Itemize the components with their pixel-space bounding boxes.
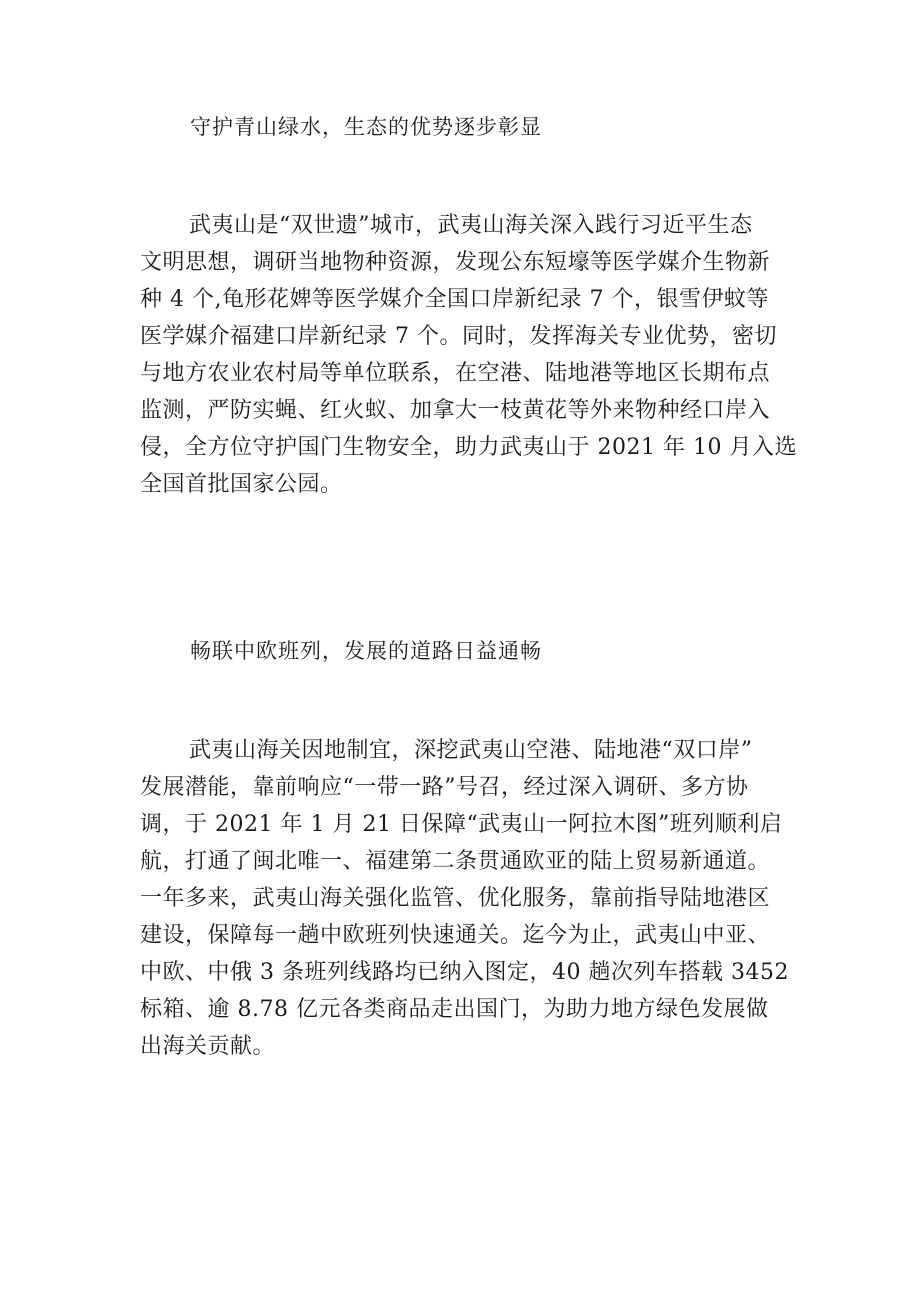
section-heading-ecology: 守护青山绿水，生态的优势逐步彰显 — [190, 115, 542, 139]
paragraph-line: 发展潜能，靠前响应“一带一路”号召，经过深入调研、多方协 — [140, 775, 749, 800]
paragraph-line: 一年多来，武夷山海关强化监管、优化服务，靠前指导陆地港区 — [140, 886, 771, 911]
paragraph-line: 武夷山海关因地制宜，深挖武夷山空港、陆地港“双口岸” — [189, 738, 753, 763]
paragraph-line: 文明思想，调研当地物种资源，发现公东短壕等医学媒介生物新 — [140, 250, 771, 275]
paragraph-line: 出海关贡献。 — [140, 1034, 276, 1059]
paragraph-line: 中欧、中俄 3 条班列线路均已纳入图定，40 趟次列车搭载 3452 — [140, 960, 789, 985]
paragraph-line: 航，打通了闽北唯一、福建第二条贯通欧亚的陆上贸易新通道。 — [140, 849, 771, 874]
paragraph-line: 全国首批国家公园。 — [140, 472, 343, 497]
paragraph-line: 种 4 个,龟形花婢等医学媒介全国口岸新纪录 7 个，银雪伊蚊等 — [140, 287, 769, 312]
paragraph-line: 标箱、逾 8.78 亿元各类商品走出国门，为助力地方绿色发展做 — [140, 997, 769, 1022]
paragraph-line: 侵，全方位守护国门生物安全，助力武夷山于 2021 年 10 月入选 — [140, 435, 797, 460]
paragraph-line: 调，于 2021 年 1 月 21 日保障“武夷山一阿拉木图”班列顺利启 — [140, 812, 783, 837]
paragraph-railway — [140, 732, 800, 1065]
section-heading-railway: 畅联中欧班列，发展的道路日益通畅 — [190, 639, 542, 663]
paragraph-line: 武夷山是“双世遗”城市，武夷山海关深入践行习近平生态 — [189, 213, 753, 238]
paragraph-ecology — [140, 207, 800, 503]
paragraph-line: 与地方农业农村局等单位联系，在空港、陆地港等地区长期布点 — [140, 361, 771, 386]
paragraph-line: 监测，严防实蝇、红火蚁、加拿大一枝黄花等外来物种经口岸入 — [140, 398, 771, 423]
paragraph-line: 建设，保障每一趟中欧班列快速通关。迄今为止，武夷山中亚、 — [140, 923, 771, 948]
paragraph-line: 医学媒介福建口岸新纪录 7 个。同时，发挥海关专业优势，密切 — [140, 324, 777, 349]
